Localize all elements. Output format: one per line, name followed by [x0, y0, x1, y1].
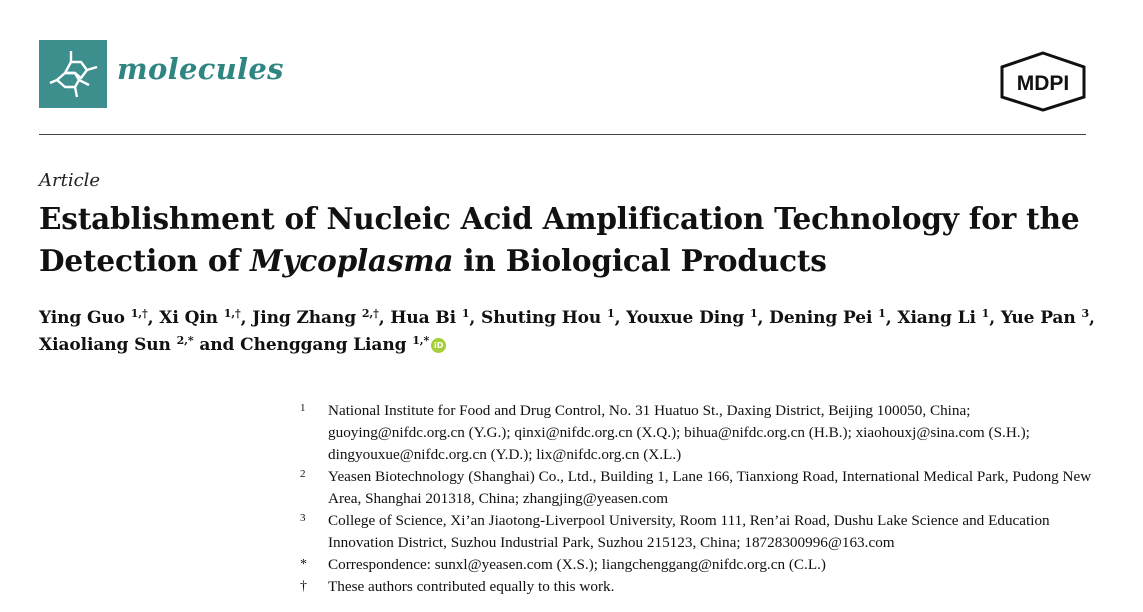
author-name[interactable]: Dening Pei — [769, 308, 873, 328]
author-separator: , — [240, 308, 253, 328]
journal-logo-icon — [39, 40, 107, 108]
affiliation-text: These authors contributed equally to this work. — [328, 578, 615, 595]
author-separator: , — [378, 308, 391, 328]
author-name[interactable]: Youxue Ding — [626, 308, 745, 328]
title-text-end: in Biological Products — [453, 243, 827, 278]
author-name[interactable]: Ying Guo — [39, 308, 125, 328]
affiliation-text: Yeasen Biotechnology (Shanghai) Co., Ltd., Building 1, Lane 166, Tianxiong Road, International Medical Park, Pudong New Area, Shanghai 201318, China; zhangjing@yeasen.com — [328, 468, 1092, 507]
affiliation-marker: 2 — [300, 468, 306, 480]
affiliation-item — [296, 576, 1096, 598]
author-affiliation-marker: 1 — [607, 307, 615, 320]
affiliation-marker: * — [300, 557, 307, 572]
paper-title — [39, 198, 1099, 282]
affiliation-item — [296, 554, 1096, 576]
affiliation-marker: 1 — [300, 402, 306, 414]
author-separator: , — [469, 308, 482, 328]
affiliation-item — [296, 400, 1096, 466]
affiliation-text: College of Science, Xi’an Jiaotong-Liverpool University, Room 111, Ren’ai Road, Dushu Lake Science and Education Innovation District, Suzhou Industrial Park, Suzhou 215123, China; 18728300996@163.com — [328, 512, 1050, 551]
author-separator: , — [1089, 308, 1095, 328]
author-affiliation-marker: 1 — [981, 307, 990, 320]
title-text: Establishment of Nucleic Acid Amplification Technology for the Detection of — [39, 201, 1080, 278]
header-divider — [39, 134, 1086, 135]
author-separator: and — [193, 335, 241, 355]
author-affiliation-marker: 1 — [461, 307, 470, 320]
affiliation-text: Correspondence: sunxl@yeasen.com (X.S.); liangchenggang@nifdc.org.cn (C.L.) — [328, 556, 826, 573]
author-affiliation-marker: 1,† — [130, 307, 148, 320]
journal-name: molecules — [117, 52, 284, 86]
affiliation-marker: † — [300, 579, 307, 594]
author-separator: , — [147, 308, 160, 328]
affiliation-marker: 3 — [300, 512, 306, 524]
author-name[interactable]: Shuting Hou — [481, 308, 602, 328]
author-separator: , — [989, 308, 1001, 328]
author-separator: , — [614, 308, 627, 328]
author-affiliation-marker: 2,* — [176, 334, 194, 347]
author-separator: , — [757, 308, 770, 328]
title-italic-term: Mycoplasma — [249, 243, 454, 278]
author-name[interactable]: Yue Pan — [1000, 308, 1076, 328]
author-affiliation-marker: 1,† — [223, 307, 241, 320]
author-affiliation-marker: 1,* — [412, 334, 430, 347]
affiliation-item — [296, 510, 1096, 554]
affiliations-list — [296, 400, 1096, 598]
author-separator: , — [885, 308, 898, 328]
author-name[interactable]: Hua Bi — [390, 308, 456, 328]
author-affiliation-marker: 1 — [749, 307, 758, 320]
author-affiliation-marker: 1 — [878, 307, 886, 320]
author-list — [39, 305, 1104, 359]
author-affiliation-marker: 2,† — [361, 307, 379, 320]
author-name[interactable]: Xi Qin — [159, 308, 218, 328]
orcid-icon[interactable]: iD — [431, 338, 446, 353]
mdpi-logo — [998, 50, 1088, 112]
author-name[interactable]: Xiaoliang Sun — [39, 335, 171, 355]
article-type: Article — [39, 170, 101, 191]
author-affiliation-marker: 3 — [1081, 307, 1089, 320]
author-name[interactable]: Xiang Li — [897, 308, 976, 328]
author-name[interactable]: Chenggang Liang — [240, 335, 407, 355]
affiliation-text: National Institute for Food and Drug Control, No. 31 Huatuo St., Daxing District, Beijing 100050, China; guoying@nifdc.org.cn (Y.G.); qinxi@nifdc.org.cn (X.Q.); bihua@nifdc.org.cn (H.B.); xiaohouxj@sina.com (S.H.); dingyouxue@nifdc.org.cn (Y.D.); lix@nifdc.org.cn (X.L.) — [328, 402, 1030, 463]
author-name[interactable]: Jing Zhang — [252, 308, 356, 328]
affiliation-item — [296, 466, 1096, 510]
publisher-name: MDPI — [1016, 72, 1070, 95]
